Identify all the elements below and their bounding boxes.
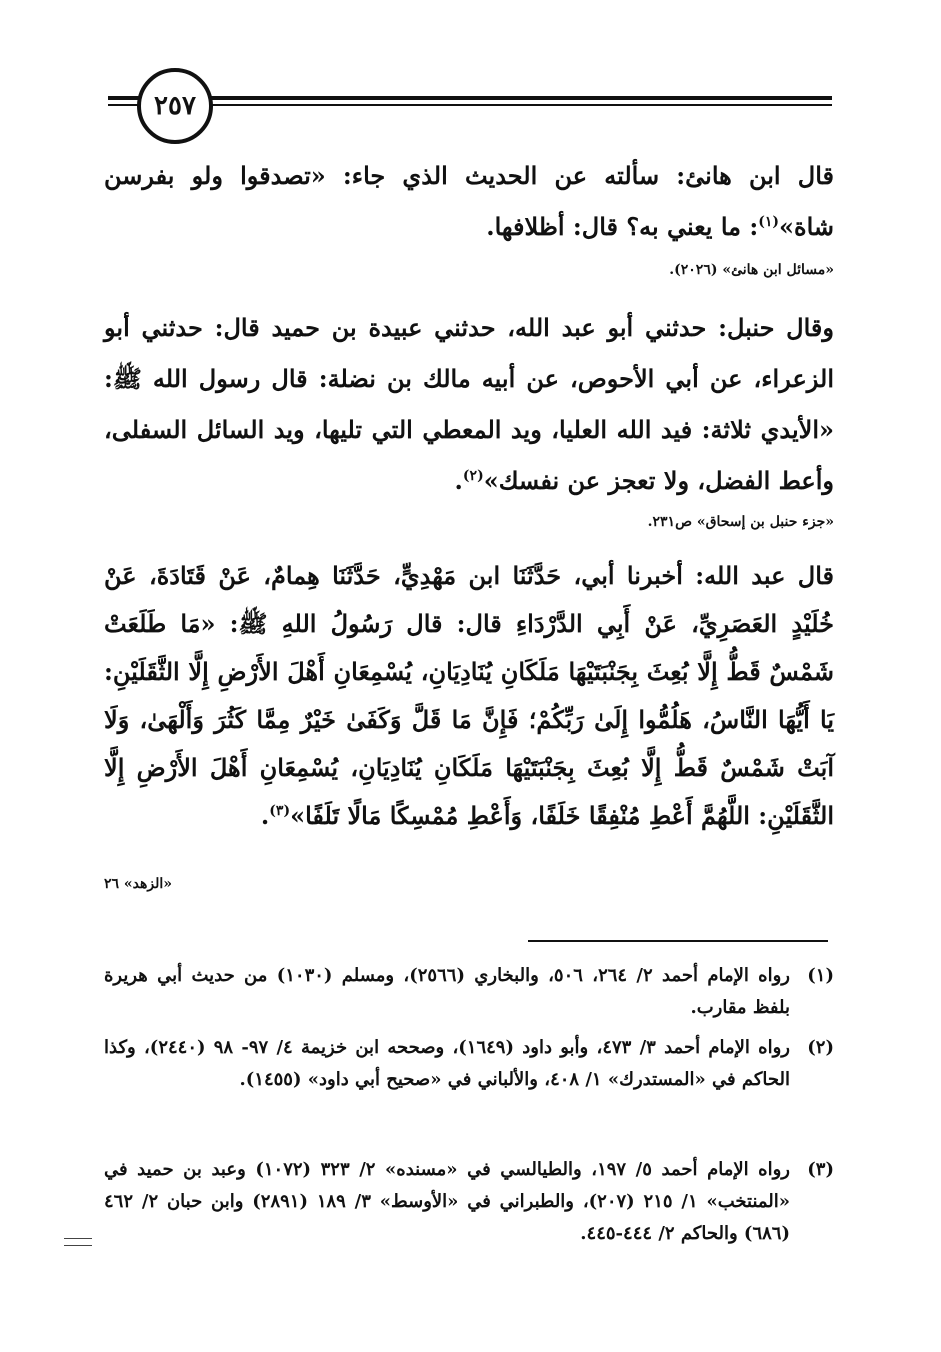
footnote-item <box>104 960 834 1024</box>
paragraph-text: قال ابن هانئ: سألته عن الحديث الذي جاء: «تصدقوا ولو بفرسن شاة» <box>104 161 834 241</box>
header-rule <box>108 96 832 110</box>
paragraph-abdullah <box>104 552 834 840</box>
footnote-text: رواه الإمام أحمد ٢/ ٢٦٤، ٥٠٦، والبخاري (٢٥٦٦)، ومسلم (١٠٣٠) من حديث أبي هريرة بلفظ مقارب. <box>104 965 790 1018</box>
footnote-number: (١) <box>807 965 834 986</box>
source-citation: «الزهد» ٢٦ <box>104 876 173 892</box>
footnote-divider <box>528 940 828 942</box>
footnote-text: رواه الإمام أحمد ٥/ ١٩٧، والطيالسي في «مسنده» ٢/ ٣٢٣ (١٠٧٢) وعبد بن حميد في «المنتخب» ١/ ٢١٥ (٢٠٧)، والطبراني في «الأوسط» ٣/ ١٨٩ (٢٨٩١) وابن حبان ٢/ ٤٦٢ (٦٨٦) والحاكم ٢/ ٤٤٤-٤٤٥. <box>104 1159 791 1244</box>
paragraph-text: قال عبد الله: أخبرنا أبي، حَدَّثَنَا ابن مَهْدِيٍّ، حَدَّثَنَا هِمامٌ، عَنْ قَتَادَةَ، عَنْ خُلَيْدٍ العَصَرِيِّ، عَنْ أَبِي الدَّرْدَاءِ قال: قال رَسُولُ اللهِ ﷺ: «مَا طَلَعَتْ شَمْسٌ قَطُّ إِلَّا بُعِثَ بِجَنْبَتَيْهَا مَلَكَانِ يُنَادِيَانِ، يُسْمِعَانِ أَهْلَ الأَرْضِ إِلَّا الثَّقَلَيْنِ: يَا أَيُّهَا النَّاسُ، هَلُمُّوا إِلَىٰ رَبِّكُمْ؛ فَإِنَّ مَا قَلَّ وَكَفَىٰ خَيْرٌ مِمَّا كَثُرَ وَأَلْهَىٰ، وَلَا آبَتْ شَمْسٌ قَطُّ إِلَّا بُعِثَ بِجَنْبَتَيْهَا مَلَكَانِ يُنَادِيَانِ، يُسْمِعَانِ أَهْلَ الأَرْضِ إِلَّا الثَّقَلَيْنِ: اللَّهُمَّ أَعْطِ مُنْفِقًا خَلَفًا، وَأَعْطِ مُمْسِكًا مَالًا تَلَفًا» <box>104 561 834 830</box>
paragraph-ibn-hani <box>104 150 834 252</box>
footnote-item <box>104 1032 834 1096</box>
source-citation: «مسائل ابن هانئ» (٢٠٢٦). <box>669 262 834 278</box>
paragraph-text: وقال حنبل: حدثني أبو عبد الله، حدثني عبيدة بن حميد قال: حدثني أبو الزعراء، عن أبي الأحوص، عن أبيه مالك بن نضلة: قال رسول الله ﷺ: «الأيدي ثلاثة: فيد الله العليا، ويد المعطي التي تليها، ويد السائل السفلى، وأعط الفضل، ولا تعجز عن نفسك» <box>104 313 834 495</box>
footnote-text: رواه الإمام أحمد ٣/ ٤٧٣، وأبو داود (١٦٤٩)، وصححه ابن خزيمة ٤/ ٩٧- ٩٨ (٢٤٤٠)، وكذا الحاكم في «المستدرك» ١/ ٤٠٨، والألباني في «صحيح أبي داود» (١٤٥٥). <box>104 1037 790 1090</box>
footnote-marker: (٢) <box>462 468 484 484</box>
footnote-number: (٢) <box>807 1037 834 1058</box>
footnote-marker: (٣) <box>269 803 291 819</box>
paragraph-tail: . <box>260 801 270 830</box>
margin-mark <box>64 1238 92 1246</box>
footnote-marker: (١) <box>758 214 779 230</box>
footnote-item <box>104 1154 834 1250</box>
source-citation: «جزء حنبل بن إسحاق» ص٢٣١. <box>647 514 834 530</box>
paragraph-hanbal <box>104 302 834 506</box>
footnote-number: (٣) <box>807 1159 834 1180</box>
paragraph-tail: . <box>454 466 463 495</box>
paragraph-tail: : ما يعني به؟ قال: أظلافها. <box>486 212 759 241</box>
page-number: ٢٥٧ <box>137 68 213 144</box>
